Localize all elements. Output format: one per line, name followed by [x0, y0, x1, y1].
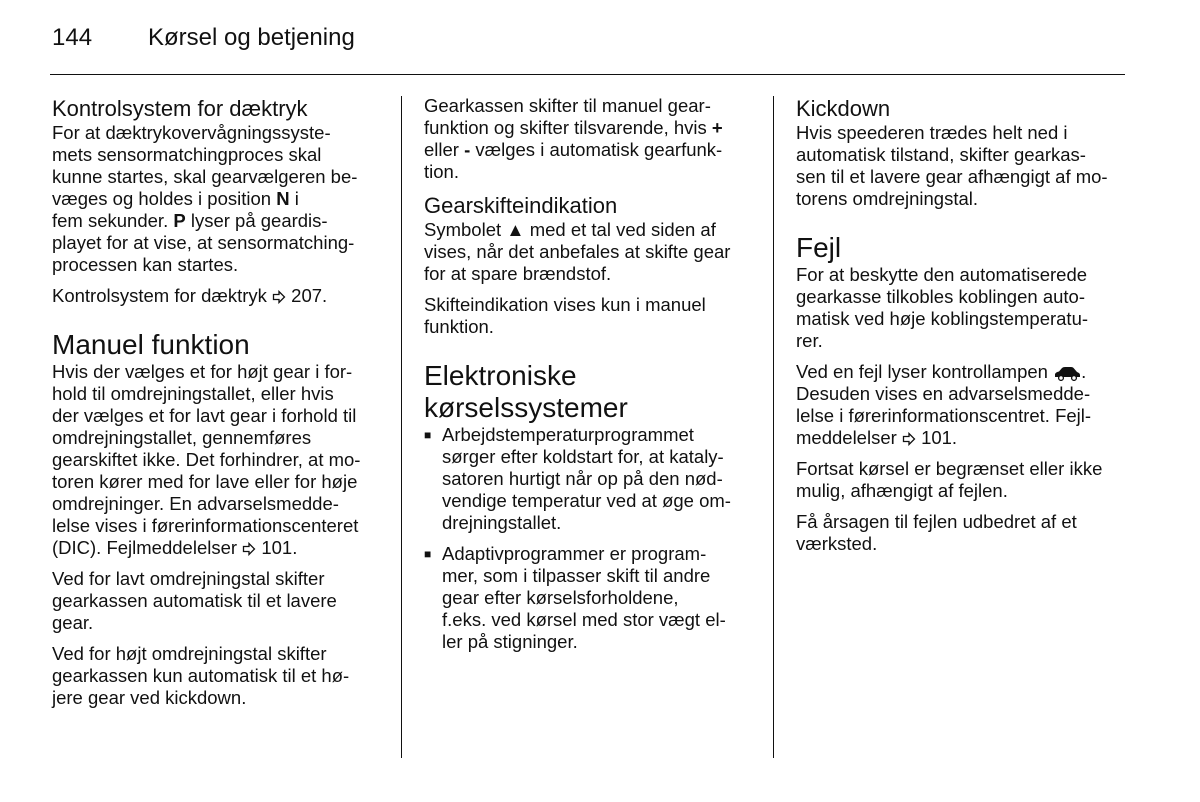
fault-paragraph-2: Ved en fejl lyser kontrollampen . Desuden vises en advarselsmedde- lelse i førerinformationscentret. Fejl- meddelelser 101. — [796, 361, 1092, 448]
up-arrow-icon: ▲ — [506, 219, 525, 240]
list-item: ■ Adaptivprogrammer er program- mer, som i tilpasser skift til andre gear efter kørselsforholdene, f.eks. ved kørsel med stor vægt el- ler på stigninger. — [424, 543, 726, 652]
fault-paragraph-1: For at beskytte den automatiserede gearkasse tilkobles koblingen auto- matisk ved høje koblingstemperatu- rer. — [796, 264, 1089, 351]
heading-manual-mode: Manuel funktion — [52, 329, 250, 360]
tire-paragraph: For at dæktrykovervågningssyste- mets sensormatchingproces skal kunne startes, skal gearvælgeren be- væges og holdes i position N i fem sekunder. P lyser på geardis- playet for at vise, at sensormatching- processen kan startes. — [52, 122, 358, 275]
kickdown-paragraph: Hvis speederen trædes helt ned i automatisk tilstand, skifter gearkas- sen til et lavere gear afhængigt af mo- torens omdrejningstal. — [796, 122, 1108, 209]
heading-electronic-systems: Elektroniske kørselssystemer — [424, 360, 628, 423]
shift-paragraph-1: Symbolet ▲ med et tal ved siden af vises, når det anbefales at skifte gear for at spare brændstof. — [424, 219, 731, 284]
column-2 — [424, 95, 760, 662]
heading-tire-pressure: Kontrolsystem for dæktryk — [52, 96, 308, 121]
column-1 — [52, 95, 387, 718]
page-reference-arrow-icon — [272, 290, 286, 304]
fault-paragraph-4: Få årsagen til fejlen udbedret af et værksted. — [796, 511, 1077, 554]
square-bullet-icon: ■ — [424, 428, 432, 442]
manual-paragraph-3: Ved for højt omdrejningstal skifter gearkassen kun automatisk til et hø- jere gear ved kickdown. — [52, 643, 350, 708]
heading-kickdown: Kickdown — [796, 96, 891, 121]
heading-shift-indication: Gearskifteindikation — [424, 193, 618, 218]
column-divider-1 — [401, 96, 402, 758]
page-number: 144 — [52, 24, 93, 51]
section-title: Kørsel og betjening — [148, 24, 355, 51]
manual-paragraph-2: Ved for lavt omdrejningstal skifter gearkassen automatisk til et lavere gear. — [52, 568, 337, 633]
manual-paragraph-1: Hvis der vælges et for højt gear i for- hold til omdrejningstallet, eller hvis der vælges et for lavt gear i forhold til omdrejningstallet, gennemføres gearskiftet ikke. Det forhindrer, at mo- toren kører med for lave eller for høje omdrejninger. En advarselsmedde- lelse vises i førerinformationscenteret (DIC). Fejlmeddelelser 101. — [52, 361, 361, 558]
column-3 — [796, 95, 1131, 564]
page-reference-arrow-icon — [242, 542, 256, 556]
square-bullet-icon: ■ — [424, 547, 432, 561]
manual-gear-intro: Gearkassen skifter til manuel gear- funktion og skifter tilsvarende, hvis + eller - vælges i automatisk gearfunk- tion. — [424, 95, 723, 182]
list-item: ■ Arbejdstemperaturprogrammet sørger efter koldstart for, at kataly- satoren hurtigt når op på den nød- vendige temperatur ved at øge om- drejningstallet. — [424, 424, 731, 533]
systems-list — [424, 424, 760, 653]
car-transmission-warning-lamp-icon — [1053, 365, 1081, 381]
shift-paragraph-2: Skifteindikation vises kun i manuel funktion. — [424, 294, 706, 337]
column-divider-2 — [773, 96, 774, 758]
heading-fault: Fejl — [796, 232, 842, 263]
page-reference-arrow-icon — [902, 432, 916, 446]
tire-cross-reference[interactable]: Kontrolsystem for dæktryk 207. — [52, 285, 328, 306]
header-divider — [50, 74, 1125, 75]
fault-paragraph-3: Fortsat kørsel er begrænset eller ikke mulig, afhængigt af fejlen. — [796, 458, 1103, 501]
